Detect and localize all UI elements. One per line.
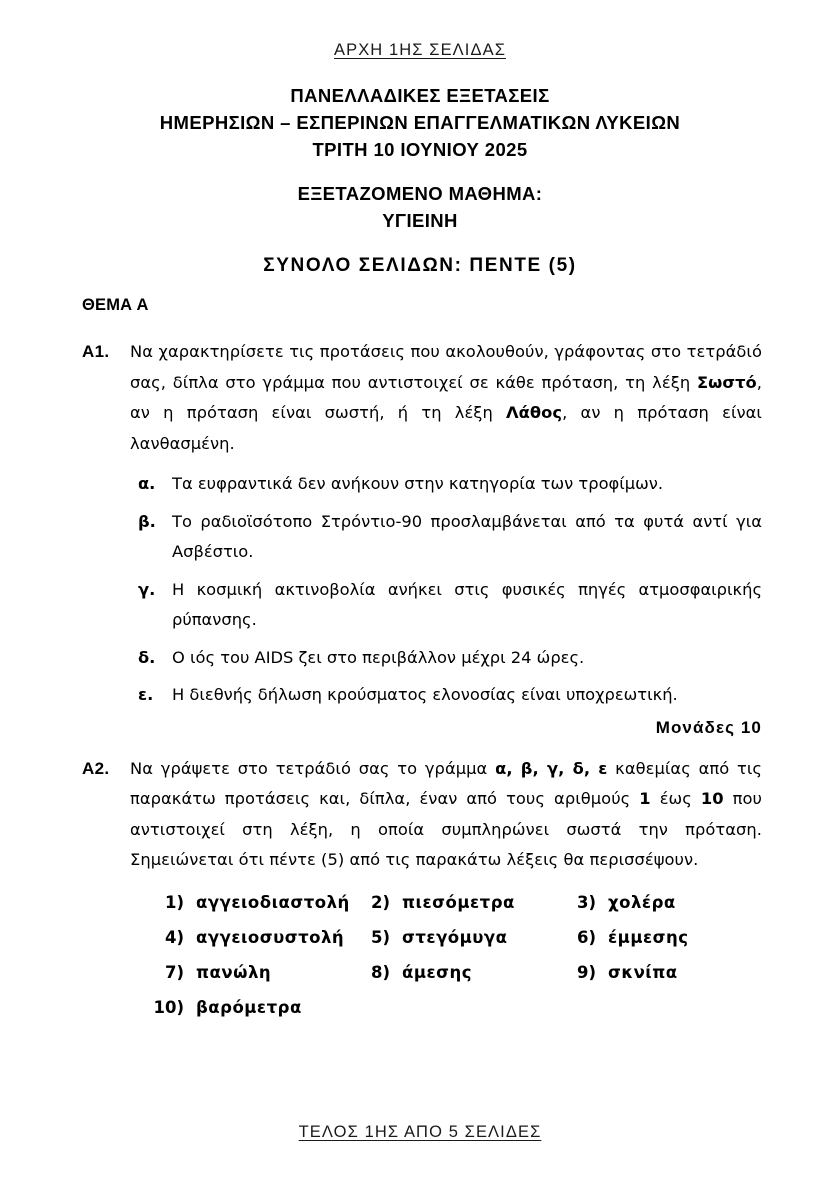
subitem-beta xyxy=(138,507,762,568)
a2-text-part4: που αντιστοιχεί στη λέξη, η οποία συμπληρώνει σωστά την πρόταση. Σημειώνεται ότι πέντε (5) από τις παρακάτω λέξεις θα περισσέψουν. xyxy=(130,789,762,869)
word-bank-word-1: αγγειοδιαστολή xyxy=(196,892,350,912)
word-bank-number-3: 3) xyxy=(576,892,596,912)
a2-bold-letters: α, β, γ, δ, ε xyxy=(495,758,608,778)
a2-bold-ten: 10 xyxy=(700,789,724,808)
a1-bold-lathos: Λάθος xyxy=(506,403,563,422)
question-a1-label: Α1. xyxy=(82,342,110,361)
word-bank-word-3: χολέρα xyxy=(608,892,676,912)
word-bank-number-2: 2) xyxy=(370,892,390,912)
question-a1-subitems xyxy=(138,469,762,711)
word-bank-number-5: 5) xyxy=(370,927,390,947)
subitem-gamma xyxy=(138,575,762,636)
subitem-gamma-text: Η κοσμική ακτινοβολία ανήκει στις φυσικές πηγές ατμοσφαιρικής ρύπανσης. xyxy=(172,579,762,629)
word-bank-row xyxy=(142,960,762,986)
title-line-subject-name: ΥΓΙΕΙΝΗ xyxy=(382,210,458,231)
question-a1-units: Μονάδες 10 xyxy=(655,717,762,737)
word-bank-word-2: πιεσόμετρα xyxy=(402,892,515,912)
question-a1-text xyxy=(130,337,762,459)
subitem-delta-label: δ. xyxy=(138,647,156,667)
exam-body xyxy=(82,296,762,1030)
subitem-beta-label: β. xyxy=(138,511,156,531)
word-bank-word-4: αγγειοσυστολή xyxy=(196,927,345,947)
subitem-epsilon-label: ε. xyxy=(138,685,154,704)
word-bank-word-7: πανώλη xyxy=(196,962,272,982)
a1-bold-sosto: Σωστό xyxy=(696,372,757,392)
subitem-beta-text: Το ραδιοϊσότοπο Στρόντιο-90 προσλαμβάνεται από τα φυτά αντί για Ασβέστιο. xyxy=(172,511,762,561)
word-bank-row xyxy=(142,995,762,1021)
a1-text-part2: , αν η πρόταση είναι σωστή, ή τη λέξη xyxy=(130,372,762,422)
title-line-date: ΤΡΙΤΗ 10 ΙΟΥΝΙΟΥ 2025 xyxy=(312,139,528,160)
word-bank-number-9: 9) xyxy=(576,962,596,982)
question-a2-label: Α2. xyxy=(82,758,110,778)
word-bank-item-1 xyxy=(142,890,348,916)
page-footer-text: ΤΕΛΟΣ 1ΗΣ ΑΠΟ 5 ΣΕΛΙΔΕΣ xyxy=(298,1123,542,1141)
word-bank-grid xyxy=(142,890,762,1021)
section-heading: ΘΕΜΑ Α xyxy=(82,296,149,314)
question-a2-text xyxy=(130,754,762,876)
question-a1 xyxy=(82,337,762,459)
word-bank-item-10 xyxy=(142,995,348,1021)
word-bank-word-5: στεγόμυγα xyxy=(402,927,508,947)
word-bank-number-6: 6) xyxy=(576,927,596,947)
running-head-text: ΑΡΧΗ 1ΗΣ ΣΕΛΙΔΑΣ xyxy=(333,41,507,59)
word-bank-item-9 xyxy=(554,960,760,986)
subitem-alpha-text: Τα ευφραντικά δεν ανήκουν στην κατηγορία των τροφίμων. xyxy=(172,474,664,493)
a1-text-part3: , αν η πρόταση είναι λανθασμένη. xyxy=(130,403,762,453)
word-bank-item-2 xyxy=(348,890,554,916)
word-bank-item-7 xyxy=(142,960,348,986)
subitem-gamma-label: γ. xyxy=(138,579,156,599)
a2-text-part2: καθεμίας από τις παρακάτω προτάσεις και, δίπλα, έναν από τους αριθμούς xyxy=(130,758,762,808)
a2-text-part1: Να γράψετε στο τετράδιό σας το γράμμα xyxy=(130,758,496,778)
title-line-subject-label: ΕΞΕΤΑΖΟΜΕΝΟ ΜΑΘΗΜΑ: xyxy=(297,183,543,204)
word-bank-number-4: 4) xyxy=(164,927,184,947)
subitem-alpha-label: α. xyxy=(138,474,156,493)
word-bank-word-10: βαρόμετρα xyxy=(196,997,302,1017)
word-bank-row xyxy=(142,925,762,951)
title-line-exams: ΠΑΝΕΛΛΑΔΙΚΕΣ ΕΞΕΤΑΣΕΙΣ xyxy=(290,85,550,106)
a1-text-part1: Να χαρακτηρίσετε τις προτάσεις που ακολουθούν, γράφοντας στο τετράδιό σας, δίπλα στο γράμμα που αντιστοιχεί σε κάθε πρόταση, τη λέξη xyxy=(130,342,762,392)
word-bank-item-3 xyxy=(554,890,760,916)
running-head xyxy=(0,40,840,60)
word-bank-number-7: 7) xyxy=(164,962,184,982)
page-footer xyxy=(0,1122,840,1142)
word-bank-word-8: άμεσης xyxy=(402,962,473,982)
word-bank-word-6: έμμεσης xyxy=(608,927,689,947)
word-bank-item-5 xyxy=(348,925,554,951)
word-bank-number-10: 10) xyxy=(153,997,184,1017)
word-bank-item-4 xyxy=(142,925,348,951)
subitem-delta-text: Ο ιός του AIDS ζει στο περιβάλλον μέχρι 24 ώρες. xyxy=(172,647,585,667)
word-bank-row xyxy=(142,890,762,916)
subitem-delta xyxy=(138,643,762,674)
word-bank-number-1: 1) xyxy=(164,892,184,912)
question-a2 xyxy=(82,754,762,876)
a2-text-part3: έως xyxy=(650,789,701,808)
title-line-page-count: ΣΥΝΟΛΟ ΣΕΛΙΔΩΝ: ΠΕΝΤΕ (5) xyxy=(263,255,577,276)
subitem-alpha xyxy=(138,469,762,500)
word-bank-item-6 xyxy=(554,925,760,951)
title-line-school-types: ΗΜΕΡΗΣΙΩΝ – ΕΣΠΕΡΙΝΩΝ ΕΠΑΓΓΕΛΜΑΤΙΚΩΝ ΛΥΚΕΙΩΝ xyxy=(159,112,681,133)
word-bank-number-8: 8) xyxy=(370,962,390,982)
a2-bold-one: 1 xyxy=(639,789,651,808)
subitem-epsilon-text: Η διεθνής δήλωση κρούσματος ελονοσίας είναι υποχρεωτική. xyxy=(172,685,678,704)
word-bank-item-8 xyxy=(348,960,554,986)
word-bank-word-9: σκνίπα xyxy=(608,962,678,982)
exam-title-block xyxy=(0,82,840,279)
subitem-epsilon xyxy=(138,680,762,711)
